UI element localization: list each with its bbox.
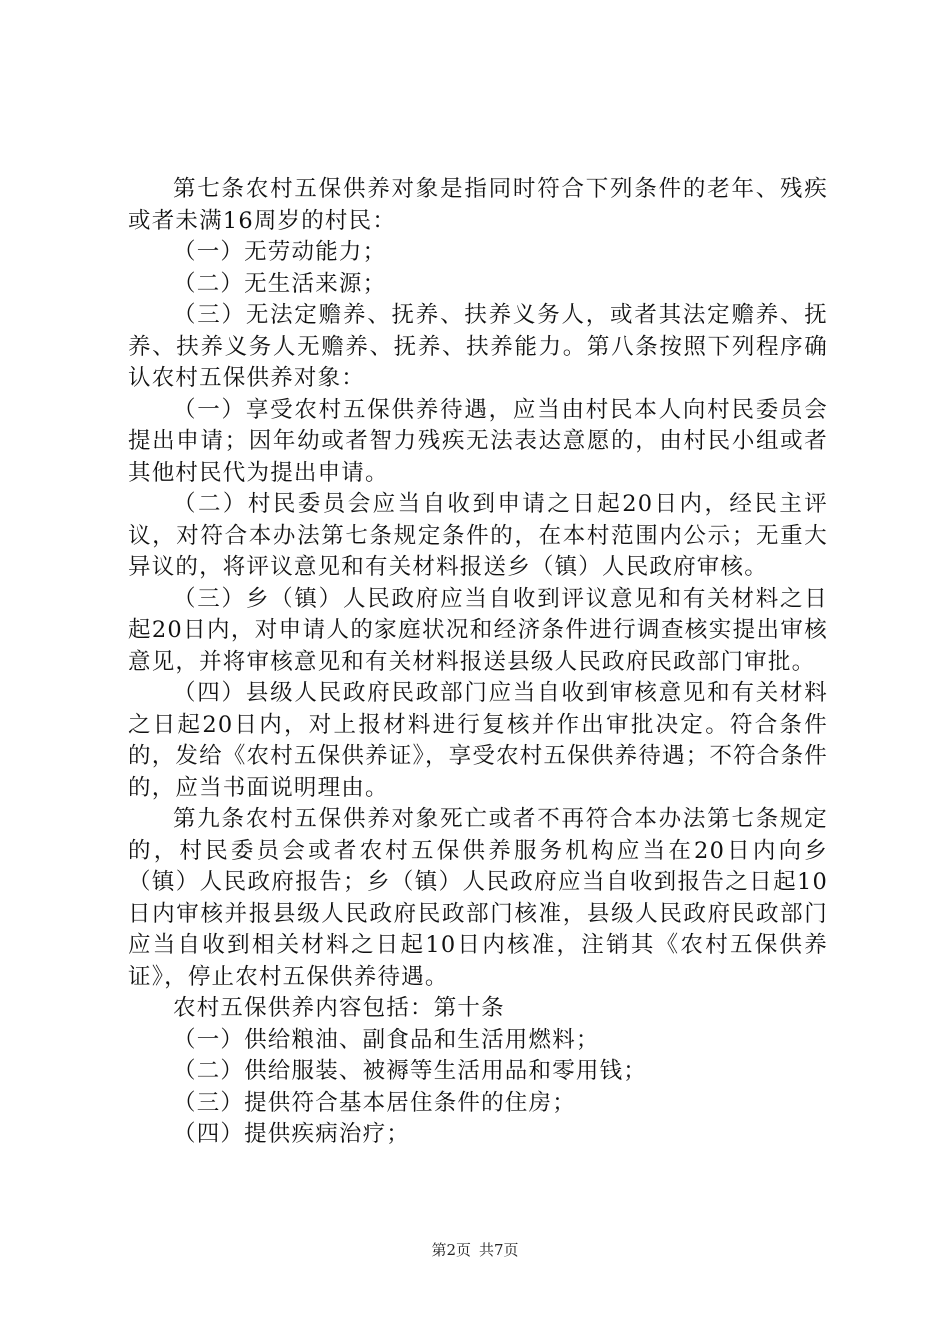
paragraph-item: （二）无生活来源； (173, 270, 387, 297)
paragraph-item: （三）提供符合基本居住条件的住房； (173, 1089, 576, 1116)
paragraph-item: （一）供给粮油、副食品和生活用燃料； (173, 1026, 600, 1053)
paragraph-item: （四）提供疾病治疗； (173, 1121, 411, 1147)
paragraph-item: （三）乡（镇）人民政府应当自收到评议意见和有关材料之日起20日内，对申请人的家庭状况和经济条件进行调查核实提出审核意见，并将审核意见和有关材料报送县级人民政府民政部门审批。 (128, 585, 828, 675)
paragraph-article-7: 第七条农村五保供养对象是指同时符合下列条件的老年、残疾或者未满16周岁的村民： (128, 176, 828, 234)
paragraph-article-10-heading: 农村五保供养内容包括：第十条 (173, 995, 505, 1021)
paragraph-item: （二）村民委员会应当自收到申请之日起20日内，经民主评议，对符合本办法第七条规定条件的，在本村范围内公示；无重大异议的，将评议意见和有关材料报送乡（镇）人民政府审核。 (128, 491, 828, 580)
page-footer (0, 1240, 950, 1260)
paragraph-item: （一）享受农村五保供养待遇，应当由村民本人向村民委员会提出申请；因年幼或者智力残疾无法表达意愿的，由村民小组或者其他村民代为提出申请。 (128, 396, 828, 486)
page-total: 共7页 (479, 1241, 519, 1259)
paragraph-item: （二）供给服装、被褥等生活用品和零用钱； (173, 1058, 648, 1084)
page-number: 第2页 (431, 1241, 471, 1259)
paragraph-item: （三）无法定赡养、抚养、扶养义务人，或者其法定赡养、抚养、扶养义务人无赡养、抚养、扶养能力。第八条按照下列程序确认农村五保供养对象： (128, 302, 828, 391)
paragraph-article-9: 第九条农村五保供养对象死亡或者不再符合本办法第七条规定的，村民委员会或者农村五保供养服务机构应当在20日内向乡（镇）人民政府报告；乡（镇）人民政府应当自收到报告之日起10日内审核并报县级人民政府民政部门核准，县级人民政府民政部门应当自收到相关材料之日起10日内核准，注销其《农村五保供养证》，停止农村五保供养待遇。 (128, 806, 828, 990)
document-body (128, 174, 828, 1151)
paragraph-item: （一）无劳动能力； (173, 239, 387, 265)
paragraph-item: （四）县级人民政府民政部门应当自收到审核意见和有关材料之日起20日内，对上报材料进行复核并作出审批决定。符合条件的，发给《农村五保供养证》，享受农村五保供养待遇；不符合条件的，应当书面说明理由。 (128, 680, 828, 801)
